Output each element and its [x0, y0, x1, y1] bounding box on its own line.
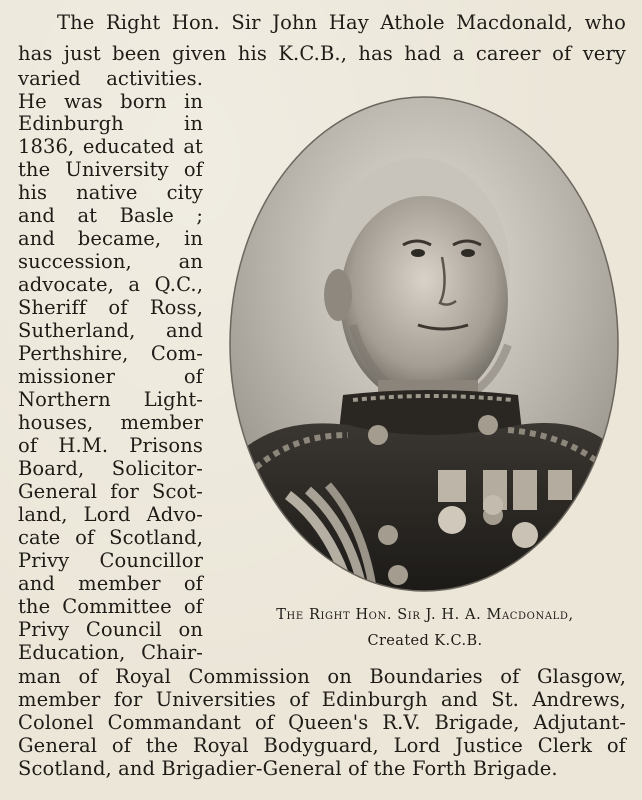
column-line: succession, an — [18, 250, 203, 273]
article-line-bottom: man of Royal Commission on Boundaries of Glasgow, — [18, 665, 626, 688]
column-line: 1836, educated at — [18, 135, 203, 158]
article-line-bottom: Colonel Commandant of Queen's R.V. Brigade, Adjutant- — [18, 711, 626, 734]
portrait-caption-title: Created K.C.B. — [367, 633, 483, 649]
column-line: General for Scot- — [18, 480, 203, 503]
article-line-bottom: General of the Royal Bodyguard, Lord Justice Clerk of — [18, 734, 626, 757]
column-line: and member of — [18, 572, 203, 595]
column-line: Privy Councillor — [18, 549, 203, 572]
column-line: Northern Light- — [18, 388, 203, 411]
column-line: Sheriff of Ross, — [18, 296, 203, 319]
column-line: the University of — [18, 158, 203, 181]
column-line: and became, in — [18, 227, 203, 250]
column-line: the Committee of — [18, 595, 203, 618]
column-line: and at Basle ; — [18, 204, 203, 227]
column-line: Sutherland, and — [18, 319, 203, 342]
column-line: Board, Solicitor- — [18, 457, 203, 480]
column-line: advocate, a Q.C., — [18, 273, 203, 296]
column-line: varied activities. — [18, 67, 203, 90]
column-line: cate of Scotland, — [18, 526, 203, 549]
article-line-bottom: Scotland, and Brigadier-General of the Forth Brigade. — [18, 757, 558, 780]
column-line: land, Lord Advo- — [18, 503, 203, 526]
column-line: his native city — [18, 181, 203, 204]
portrait-caption-name: The Right Hon. Sir J. H. A. Macdonald, — [276, 607, 574, 623]
column-line: Privy Council on — [18, 618, 203, 641]
article-line-2: has just been given his K.C.B., has had a career of very — [18, 42, 626, 65]
column-line: Perthshire, Com- — [18, 342, 203, 365]
article-line-bottom: member for Universities of Edinburgh and St. Andrews, — [18, 688, 626, 711]
column-line: missioner of — [18, 365, 203, 388]
column-line: Education, Chair- — [18, 641, 203, 664]
portrait-photograph — [228, 95, 620, 593]
column-line: houses, member — [18, 411, 203, 434]
column-line: of H.M. Prisons — [18, 434, 203, 457]
article-line-1: The Right Hon. Sir John Hay Athole Macdonald, who — [57, 11, 626, 34]
column-line: He was born in — [18, 90, 203, 113]
column-line: Edinburgh in — [18, 112, 203, 135]
